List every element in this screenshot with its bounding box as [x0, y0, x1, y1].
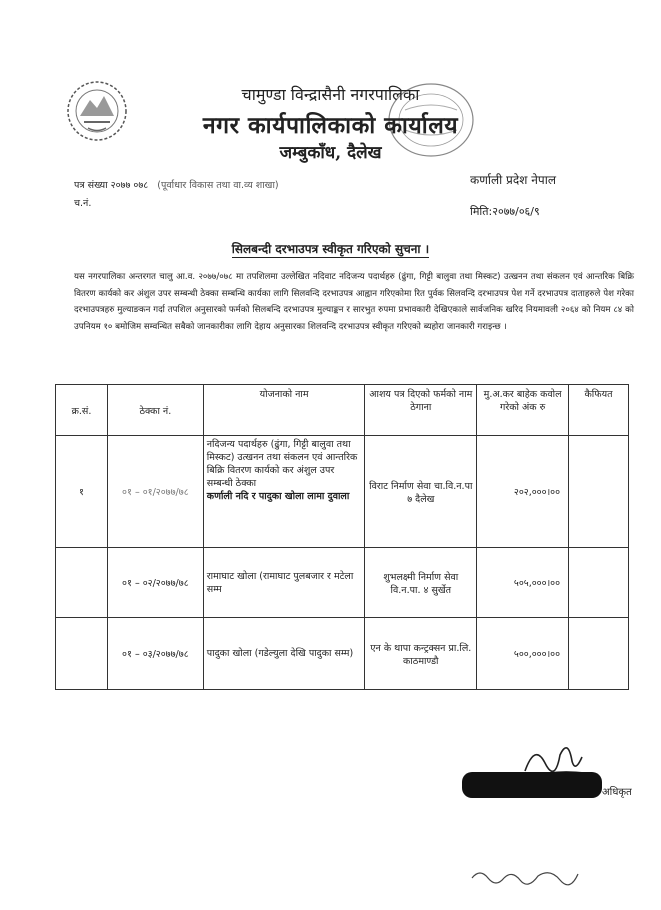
- header-contract: ठेक्का नं.: [107, 385, 203, 436]
- row-project: [203, 436, 365, 548]
- row-remark: [569, 618, 629, 690]
- table-row: [56, 618, 629, 690]
- municipality-name: चामुण्डा विन्द्रासैनी नगरपालिका: [241, 85, 420, 104]
- table-row: [56, 436, 629, 548]
- header-sn: क्र.सं.: [56, 385, 108, 436]
- redacted-name: [462, 772, 602, 798]
- notice-body: यस नगरपालिका अन्तरगत चालु आ.व. २०७७/०७८ मा तपशिलमा उल्लेखित नदिवाट नदिजन्य पदार्थहरु (ढुंगा, गिट्टी बालुवा तथा मिस्कट) उत्खनन तथा संकलन एवं आन्तरिक बिक्रि वितरण कार्यको कर अंशुल उपर सम्बन्धी ठेक्का सम्बन्धि कार्यका लागि सिलवन्दि दरभाउपत्र आह्वान गरिएकोमा रित पुर्वक सिलवन्दि दरभाउपत्र पेश गर्ने दरभाउपत्र दाताहरुले पेश गरेका दरभाउपत्रहरु मुल्याङकन गर्दा तपशिल अनुसारको फर्मको सिलबन्दि दरभाउपत्र मुल्याङ्कन र सारभुत रुपमा प्रभावकारी देखिएकाले सार्वजनिक खरिद नियमावली २०६४ को नियम ८४ को उपनियम १० बमोजिम सम्वन्धित सबैको जानकारीका लागि देहाय अनुसारका शिलवन्दि दरभाउपत्र स्वीकृत गरिएको ब्यहोरा जानकारी गराइन्छ ।: [74, 272, 634, 332]
- row-contract: ०१ – ०१/२०७७/७८: [107, 436, 203, 548]
- row-sn: [56, 548, 108, 618]
- handwritten-mark-icon: [470, 866, 580, 886]
- row-contract: ०१ – ०२/२०७७/७८: [107, 548, 203, 618]
- row-sn: [56, 618, 108, 690]
- row-amount: २०२,०००।००: [477, 436, 569, 548]
- dispatch-number: च.नं.: [74, 198, 92, 209]
- row-firm: विराट निर्माण सेवा चा.वि.न.पा ७ दैलेख: [365, 436, 477, 548]
- office-name: नगर कार्यपालिकाको कार्यालय: [202, 112, 459, 139]
- table-header-row: [56, 385, 629, 436]
- project-description: नदिजन्य पदार्थहरु (ढुंगा, गिट्टी बालुवा तथा मिस्कट) उत्खनन तथा संकलन एवं आन्तरिक बिक्रि वितरण कार्यको कर अंशुल उपर सम्बन्धी ठेक्का: [206, 439, 358, 489]
- office-address: जम्बुकाँध, दैलेख: [279, 143, 382, 163]
- row-remark: [569, 548, 629, 618]
- row-remark: [569, 436, 629, 548]
- row-firm: शुभलक्ष्मी निर्माण सेवा वि.न.पा. ४ सुर्खेत: [365, 548, 477, 618]
- row-project: रामाघाट खोला (रामाघाट पुलबजार र मटेला सम्म: [203, 548, 365, 618]
- letter-date: मिति:२०७७/०६/९: [470, 205, 540, 218]
- table-row: [56, 548, 629, 618]
- reference-number: पत्र संख्या २०७७ ०७८ (पूर्वाधार विकास तथा वा.व्य शाखा): [74, 180, 279, 191]
- signatory-title: अधिकृत: [602, 787, 632, 798]
- row-contract: ०१ – ०३/२०७७/७८: [107, 618, 203, 690]
- tender-table: [55, 384, 629, 690]
- row-firm: एन के थापा कन्ट्रक्सन प्रा.लि. काठमाण्डौ: [365, 618, 477, 690]
- project-location: कर्णाली नदि र पादुका खोला लामा दुवाला: [206, 491, 350, 502]
- header-remark: कैफियत: [569, 385, 629, 436]
- header-amount: मु.अ.कर बाहेक कवोल गरेको अंक रु: [477, 385, 569, 436]
- header-firm: आशय पत्र दिएको फर्मको नाम ठेगाना: [365, 385, 477, 436]
- header-project: योजनाको नाम: [203, 385, 365, 436]
- row-sn: १: [56, 436, 108, 548]
- province-name: कर्णाली प्रदेश नेपाल: [470, 173, 556, 187]
- row-amount: ५०५,०००।००: [477, 548, 569, 618]
- row-amount: ५००,०००।००: [477, 618, 569, 690]
- row-project: पादुका खोला (गडेल्युला देखि पादुका सम्म): [203, 618, 365, 690]
- notice-title: सिलबन्दी दरभाउपत्र स्वीकृत गरिएको सुचना ।: [231, 242, 430, 256]
